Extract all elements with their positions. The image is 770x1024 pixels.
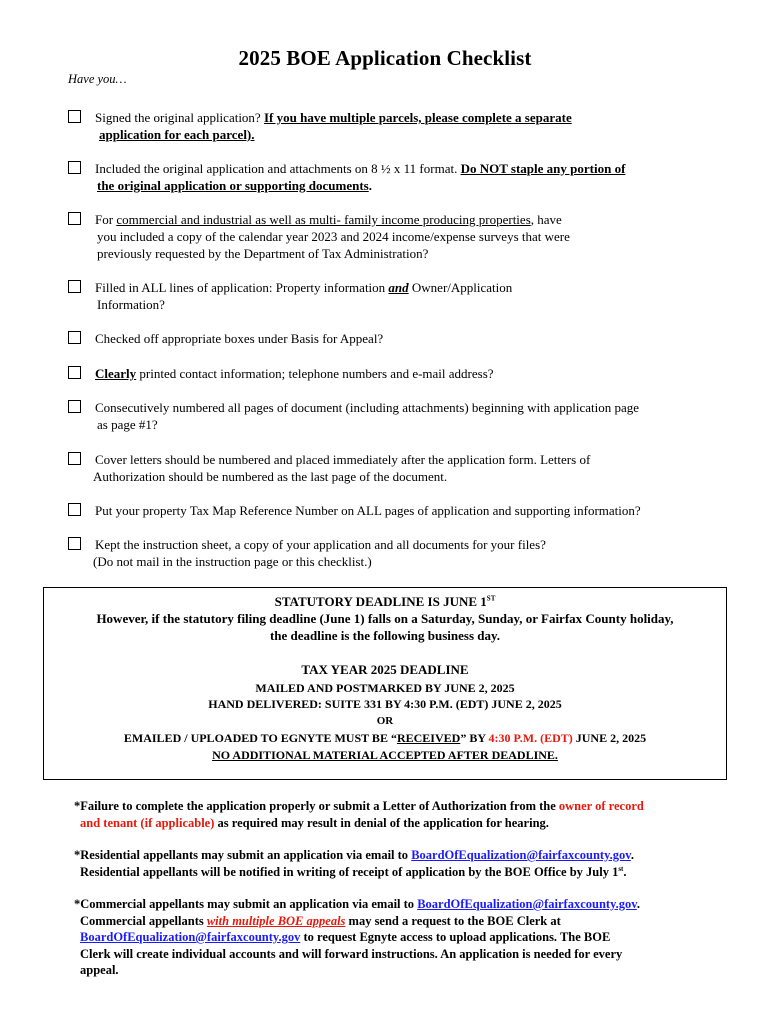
or-separator: OR [376,715,394,727]
page-title: 2025 BOE Application Checklist [238,46,532,70]
mailed-deadline: MAILED AND POSTMARKED BY JUNE 2, 2025 [255,681,515,695]
commercial-note: *Commercial appellants may submit an application via email to BoardOfEqualization@fairfaxcounty.gov. Commercial appellants with multiple BOE appeals may send a request to the BOE Clerk at BoardOfEqualization@fairfaxcounty.gov to request Egnyte access to upload applications. The BOE Clerk will create individual accounts and will forward instructions. An application is needed for every appeal. [74,897,640,977]
checkbox[interactable] [68,161,81,174]
email-link[interactable]: BoardOfEqualization@fairfaxcounty.gov [417,897,637,911]
email-link[interactable]: BoardOfEqualization@fairfaxcounty.gov [80,930,301,944]
checkbox[interactable] [68,503,81,516]
deadline-holiday-note: However, if the statutory filing deadline (June 1) falls on a Saturday, Sunday, or Fairfax County holiday, [96,611,674,626]
checkbox[interactable] [68,212,81,225]
emailed-deadline: EMAILED / UPLOADED TO EGNYTE MUST BE “RECEIVED” BY 4:30 P.M. (EDT) JUNE 2, 2025 [123,731,647,745]
email-link[interactable]: BoardOfEqualization@fairfaxcounty.gov [411,848,631,862]
checkbox[interactable] [68,366,81,379]
checkbox[interactable] [68,110,81,123]
checkbox[interactable] [68,400,81,413]
checkbox[interactable] [68,452,81,465]
hand-delivered-deadline: HAND DELIVERED: SUITE 331 BY 4:30 P.M. (EDT) JUNE 2, 2025 [208,697,562,711]
residential-note: *Residential appellants may submit an application via email to BoardOfEqualization@fairfaxcounty.gov. Residential appellants will be notified in writing of receipt of application by the BOE Office by July 1st. [74,848,634,879]
checkbox[interactable] [68,280,81,293]
failure-note: *Failure to complete the application properly or submit a Letter of Authorization from the owner of record and tenant (if applicable) as required may result in denial of the application for hearing. [74,799,644,830]
checkbox[interactable] [68,537,81,550]
deadline-box [43,587,727,780]
statutory-deadline: STATUTORY DEADLINE IS JUNE 1ST [274,594,496,609]
checkbox[interactable] [68,331,81,344]
no-additional-material: NO ADDITIONAL MATERIAL ACCEPTED AFTER DEADLINE. [212,748,558,762]
intro-text: Have you… [68,72,127,86]
tax-year-deadline: TAX YEAR 2025 DEADLINE [301,662,469,677]
deadline-business-day: the deadline is the following business day. [269,628,501,643]
